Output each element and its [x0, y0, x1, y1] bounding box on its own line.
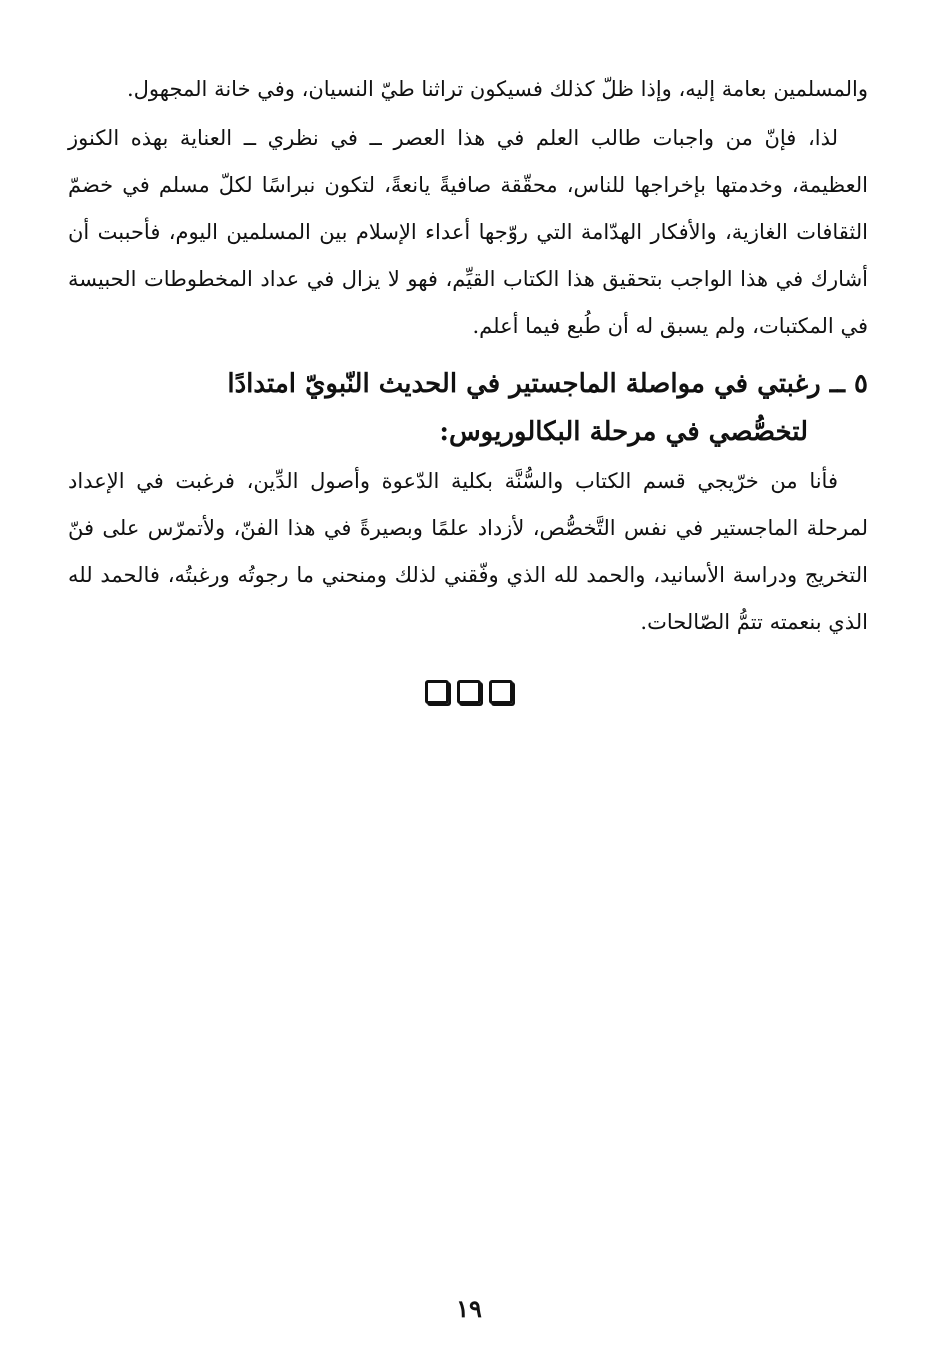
square-ornament-icon [457, 680, 481, 704]
square-ornament-icon [425, 680, 449, 704]
heading-line-2: لتخصُّصي في مرحلة البكالوريوس: [439, 417, 808, 447]
section-heading-5 [68, 360, 868, 456]
section-end-ornament [0, 680, 938, 708]
square-ornament-icon [489, 680, 513, 704]
paragraph-duty: لذا، فإنّ من واجبات طالب العلم في هذا العصر ــ في نظري ــ العناية بهذه الكنوز العظيمة، وخدمتها بإخراجها للناس، محقّقة صافيةً يانعةً، لتكون نبراسًا لكلّ مسلم في خضمّ الثقافات الغازية، والأفكار الهدّامة التي روّجها أعداء الإسلام بين المسلمين اليوم، فأحببت أن أشارك في هذا الواجب بتحقيق هذا الكتاب القيِّم، فهو لا يزال في عداد المخطوطات الحبيسة في المكتبات، ولم يسبق له أن طُبع فيما أعلم. [68, 126, 868, 338]
heading-dash: ــ [829, 369, 845, 399]
paragraph-continuation: والمسلمين بعامة إليه، وإذا ظلّ كذلك فسيكون تراثنا طيّ النسيان، وفي خانة المجهول. [127, 77, 868, 101]
heading-line-1: رغبتي في مواصلة الماجستير في الحديث النّبويّ امتدادًا [227, 369, 821, 399]
paragraph-graduate: فأنا من خرّيجي قسم الكتاب والسُّنَّة بكلية الدّعوة وأصول الدِّين، فرغبت في الإعداد لمرحلة الماجستير في نفس التَّخصُّص، لأزداد علمًا وبصيرةً في هذا الفنّ، ولأتمرّس على فنّ التخريج ودراسة الأسانيد، والحمد لله الذي وفّقني لذلك ومنحني ما رجوتُه ورغبتُه، فالحمد لله الذي بنعمته تتمُّ الصّالحات. [68, 469, 868, 634]
page-number: ١٩ [456, 1294, 482, 1323]
heading-number: ٥ [854, 369, 868, 399]
page-content [68, 62, 868, 646]
